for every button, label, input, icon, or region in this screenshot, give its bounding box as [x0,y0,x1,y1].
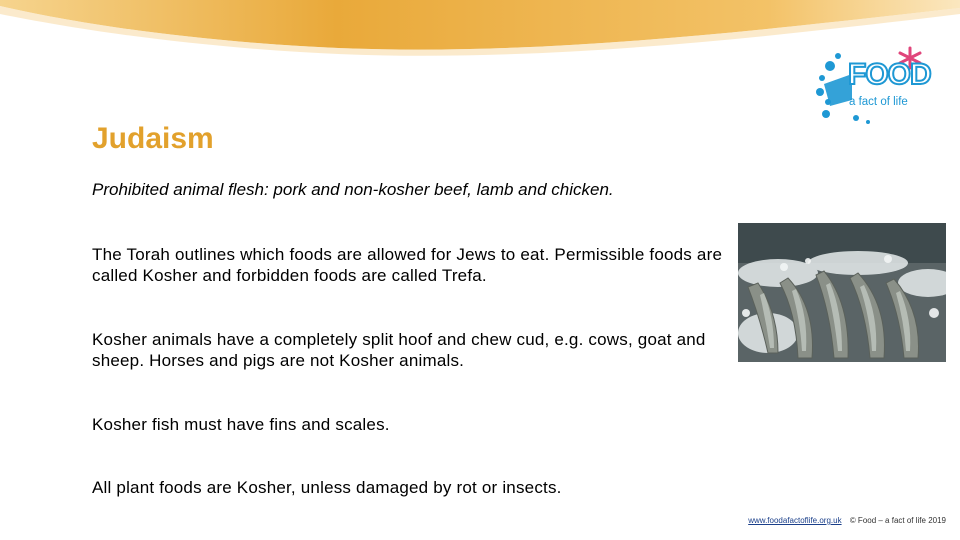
footer-copyright: © Food – a fact of life 2019 [849,516,946,525]
paragraph-kosher-animals: Kosher animals have a completely split hoof and chew cud, e.g. cows, goat and sheep. Horses and pigs are not Kosher animals. [92,330,706,370]
fish-on-ice-photo [738,223,946,362]
intro-text: Prohibited animal flesh: pork and non-kosher beef, lamb and chicken. [92,180,614,199]
logo-tagline: a fact of life [849,96,908,108]
logo-brand-text: FOOD [848,58,931,91]
slide-title: Judaism [92,122,214,155]
food-a-fact-of-life-logo [812,44,930,126]
paragraph-plant-foods: All plant foods are Kosher, unless damaged by rot or insects. [92,478,562,497]
footer-website-link[interactable]: www.foodafactoflife.org.uk [748,516,842,525]
footer [748,516,946,525]
paragraph-torah: The Torah outlines which foods are allowed for Jews to eat. Permissible foods are called Kosher and forbidden foods are called Trefa. [92,245,723,285]
paragraph-kosher-fish: Kosher fish must have fins and scales. [92,415,390,434]
